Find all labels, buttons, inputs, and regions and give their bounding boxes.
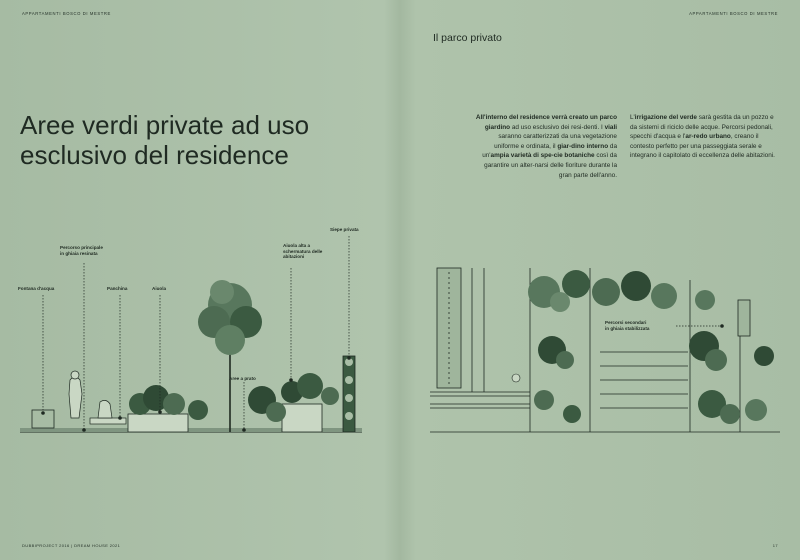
- section-foliage: [129, 280, 353, 422]
- label-percorsi-secondari-line-2: in ghiaia stabilizzata: [605, 325, 650, 331]
- label-aiuola-alta-line-3: abitazioni: [283, 254, 305, 260]
- col2-text-3: sarà gestita da un pozzo e da sistemi di riciclo delle acque. Percorsi pedonali, specchi d'acqua e l': [630, 114, 774, 141]
- running-header-right: APPARTAMENTI BOSCO DI MESTRE: [689, 11, 778, 16]
- col1-text-4: viali: [604, 123, 617, 131]
- label-aiuola: Aiuola: [152, 286, 167, 291]
- headline-line-2: esclusivo del residence: [20, 140, 289, 170]
- col1-text-9: così da garantire un alter-narsi delle fioriture durante la gran parte dell'anno.: [484, 152, 617, 179]
- headline-line-1: Aree verdi private ad uso: [20, 110, 310, 140]
- col1-text-1: All'interno del residence verrà creato un: [475, 114, 598, 121]
- label-aree-prato: Aree a prato: [229, 376, 256, 381]
- label-aiuola-alta-line-2: schermatura delle: [283, 248, 323, 254]
- label-fontana: Fontana d'acqua: [18, 286, 55, 291]
- raised-planter: [282, 404, 322, 432]
- plan-foliage: [512, 270, 774, 424]
- section-title: Il parco privato: [433, 32, 502, 44]
- label-percorsi-secondari-line-1: Percorsi secondari: [605, 320, 647, 325]
- person-head-icon: [71, 371, 79, 379]
- planter-box: [128, 414, 188, 432]
- col1-text-2: parco giardino: [484, 114, 617, 131]
- col2-text-4: ar-redo urbano: [685, 133, 731, 141]
- label-percorso-line-1: Percorso principale: [60, 245, 103, 250]
- label-percorso-line-2: in ghiaia resinata: [60, 250, 98, 256]
- col1-text-7: da un': [482, 142, 617, 160]
- col1-text-3: ad uso esclusivo dei resi-denti. I: [510, 123, 605, 131]
- footer-left: DUBBIPROJECT 2016 | DREAM HOUSE 2021: [22, 543, 121, 548]
- label-panchina: Panchina: [107, 286, 128, 291]
- col1-text-5: saranno caratterizzati da una vegetazione uniforme e ordinata, il: [494, 133, 617, 150]
- label-siepe: Siepe privata: [330, 227, 359, 232]
- label-aiuola-alta: [283, 243, 322, 260]
- label-aiuola-alta-line-1: Aiuola alta a: [283, 243, 311, 248]
- col2-text-1: L': [630, 114, 635, 121]
- label-percorsi-secondari: [605, 320, 649, 331]
- label-percorso: [60, 245, 103, 256]
- person-sitting-icon: [98, 400, 112, 418]
- col2-text-5: , creano il contesto perfetto per una passeggiata serale e integrano il capitolato di eccellenza delle abitazioni.: [630, 133, 775, 160]
- page-number: 17: [772, 543, 778, 548]
- col2-text-2: irrigazione del verde: [634, 114, 697, 121]
- col1-text-6: giar-dino interno: [557, 142, 609, 150]
- person-standing-icon: [69, 377, 82, 418]
- running-header-left: APPARTAMENTI BOSCO DI MESTRE: [22, 11, 111, 16]
- col1-text-8: ampia varietà di spe-cie botaniche: [490, 152, 595, 160]
